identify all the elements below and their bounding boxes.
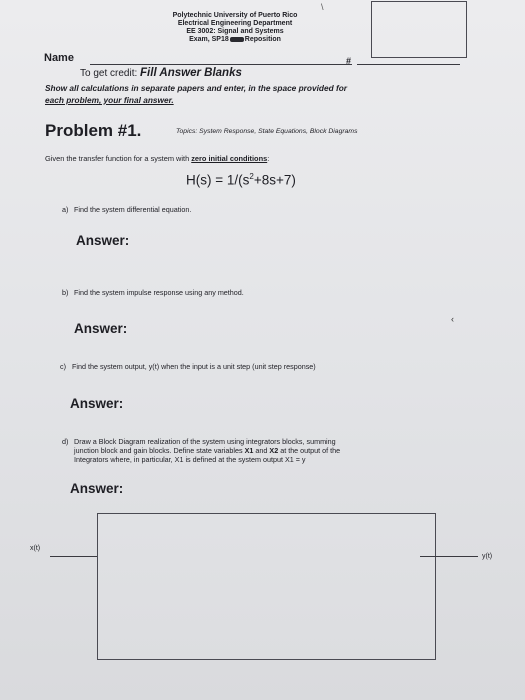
problem-title: Problem #1. — [45, 121, 142, 140]
input-label: x(t) — [30, 545, 41, 552]
given-underlined: zero initial conditions — [191, 154, 268, 163]
question-b — [62, 288, 244, 297]
question-d-text-2: junction block and gain blocks. Define state variables — [74, 446, 245, 455]
answer-d-label: Answer: — [70, 481, 124, 496]
number-label: # — [346, 56, 352, 66]
question-c-text: Find the system output, y(t) when the input is a unit step (unit step response) — [72, 362, 316, 371]
question-a-text: Find the system differential equation. — [74, 205, 192, 214]
question-d-text-2-end: at the output of the — [278, 446, 341, 455]
department-name: Electrical Engineering Department — [177, 20, 293, 27]
block-diagram-box[interactable] — [97, 513, 436, 660]
university-name: Polytechnic University of Puerto Rico — [172, 12, 298, 19]
score-box — [371, 1, 467, 58]
course-name: EE 3002: Signal and Systems — [186, 28, 284, 35]
pen-mark: \ — [321, 2, 324, 12]
question-b-text: Find the system impulse response using any method. — [74, 288, 244, 297]
number-field[interactable] — [357, 64, 460, 65]
exam-label: Exam, SP18 — [189, 36, 229, 43]
question-d-text-3: Integrators where, in particular, X1 is defined at the system output X1 = y — [74, 455, 306, 464]
exam-type: Reposition — [244, 36, 281, 43]
question-a — [62, 205, 191, 214]
transfer-function — [186, 172, 296, 188]
tf-prefix: H(s) = 1/(s — [186, 172, 250, 188]
given-prefix: Given the transfer function for a system with — [45, 154, 192, 163]
redaction-mark — [230, 37, 244, 42]
state-var-x2: X2 — [269, 446, 279, 455]
credit-line — [80, 67, 242, 79]
instruction-line-1: Show all calculations in separate papers and enter, in the space provided for — [45, 83, 348, 93]
answer-a-label: Answer: — [76, 233, 130, 248]
question-d-line-2 — [62, 446, 340, 455]
tf-exponent: 2 — [249, 172, 254, 181]
name-field[interactable] — [90, 64, 352, 65]
given-suffix: : — [267, 154, 270, 163]
credit-emphasis: Fill Answer Blanks — [140, 67, 242, 79]
answer-c-label: Answer: — [70, 396, 124, 411]
state-var-x1: X1 — [244, 446, 254, 455]
output-line — [420, 556, 478, 557]
question-c-label: c) — [60, 362, 66, 371]
question-d-label: d) — [62, 437, 69, 446]
output-label: y(t) — [482, 553, 493, 560]
input-line — [50, 556, 98, 557]
pen-mark-right: ‹ — [451, 314, 454, 324]
question-c — [60, 362, 316, 371]
answer-b-label: Answer: — [74, 321, 128, 336]
question-d — [62, 437, 340, 464]
question-a-label: a) — [62, 205, 69, 214]
question-d-line-3 — [62, 455, 340, 464]
name-label: Name — [44, 52, 74, 64]
given-text — [45, 154, 269, 163]
credit-prefix: To get credit: — [80, 68, 141, 79]
question-d-mid: and — [253, 446, 270, 455]
question-b-label: b) — [62, 288, 69, 297]
tf-suffix: +8s+7) — [253, 172, 296, 188]
exam-line — [160, 36, 310, 44]
problem-topics: Topics: System Response, State Equations, Block Diagrams — [176, 128, 358, 135]
instruction-line-2: each problem, your final answer. — [45, 95, 174, 105]
question-d-line-1 — [62, 437, 340, 446]
question-d-text-1: Draw a Block Diagram realization of the system using integrators blocks, summing — [74, 437, 336, 446]
